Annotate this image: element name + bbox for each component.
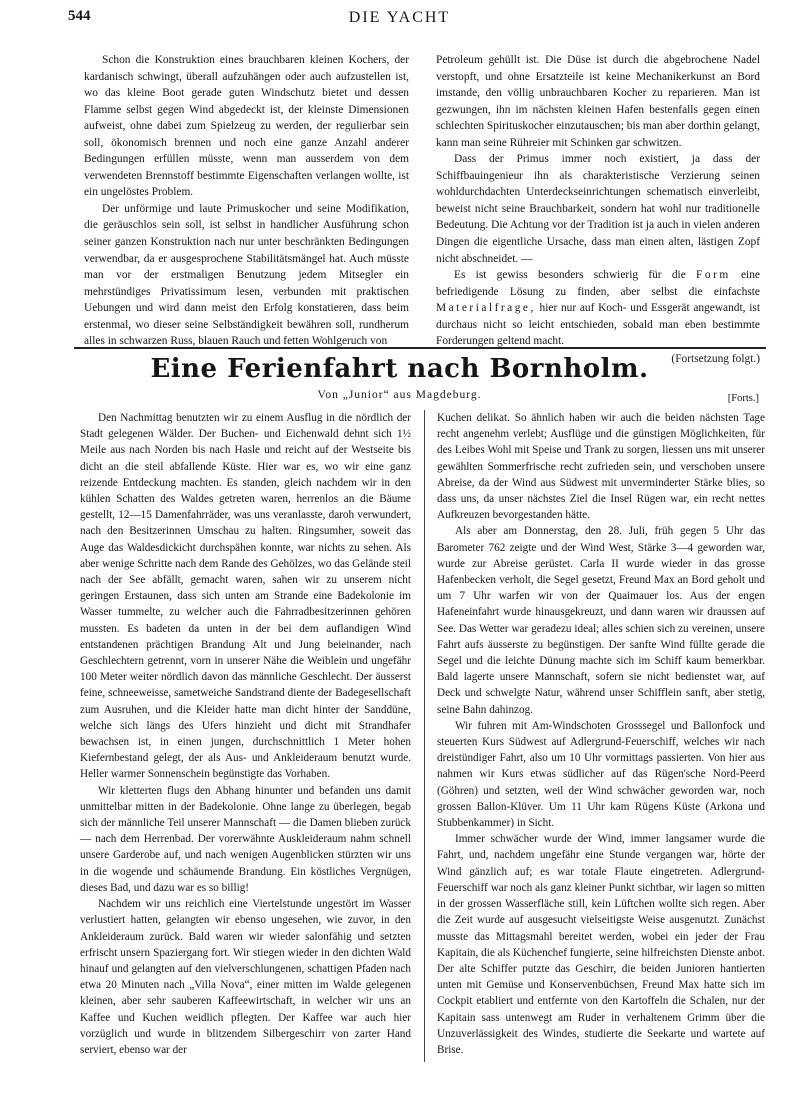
article-right-column [437,410,765,1058]
running-title: DIE YACHT [348,9,451,26]
paragraph: Wir kletterten flugs den Abhang hinunter und befanden uns damit unmittelbar mitten in der Badekolonie. Ohne lange zu überlegen, begab sich der männliche Teil unserer Mannschaft — die Damen blieben zurück — nach dem Herrenbad. Der vorerwähnte Auskleideraum nahm schnell unsere Garderobe auf, und nach wenigen Augenblicken stürzten wir uns in die wogende und schäumende Brandung. Ein köstliches Vergnügen, dieses Bad, und dazu war es so billig! [80,784,411,894]
article-byline: Von „Junior“ aus Magdeburg. [317,389,482,401]
paragraph [436,267,760,350]
page-number: 544 [68,8,91,24]
paragraph: Nachdem wir uns reichlich eine Viertelstunde ungestört im Wasser verlustiert hatten, gelangten wir ebenso ungesehen, wie zuvor, in den Ankleideraum zurück. Bald waren wir wieder salonfähig und setzten erfrischt unsern Spaziergang fort. Wir stiegen wieder in den dichten Wald hinauf und gelangten auf den vielverschlungenen, schattigen Pfaden nach etwa 20 Minuten nach „Villa Nova“, einer mitten im Walde gelegenen kleinen, aber sehr sauberen Kaffeewirtschaft, in welcher wir uns an Kaffee und Kuchen weidlich pflegten. Der Kaffee war auch hier vorzüglich und wurde in blitzendem Silbergeschirr von zarter Hand serviert, ebenso war der [80,898,411,1056]
article-title: Eine Ferienfahrt nach Bornholm. [150,354,649,384]
paragraph: Petroleum gehüllt ist. Die Düse ist durch die abgebrochene Nadel verstopft, und ohne Ersatzteile ist keine Mechanikerkunst an Bord imstande, den völlig unbrauchbaren Kocher zu reparieren. Man ist gezwungen, ihn im nächsten kleinen Hafen bestenfalls gegen einen schlechten Spirituskocher einzutauschen; bis man aber dorthin gelangt, kann man seine Rühreier mit Schinken gar schwitzen. [436,54,760,149]
text-run: eine befriedigende Lösung zu finden, aber selbst die einfachste [436,269,760,298]
column-divider [424,410,425,1062]
continued-marker: [Forts.] [727,393,759,404]
page-header [0,8,799,32]
paragraph: Kuchen delikat. So ähnlich haben wir auch die beiden nächsten Tage recht angenehm verlebt; Ausflüge und die günstigen Möglichkeiten, für des Leibes Wohl mit Speise und Trank zu sorgen, liessen uns mit unserer gewählten Sommerfrische recht zufrieden sein, und verschoben unsere Abreise, da der Wind aus Südwest mit unverminderter Stärke blies, so dass uns, da unser nächstes Ziel die Insel Rügen war, ein recht nettes Aufkreuzen bevorgestanden hätte. [437,412,765,522]
paragraph: Schon die Konstruktion eines brauchbaren kleinen Kochers, der kardanisch schwingt, überall aufzuhängen oder auch aufzustellen ist, wo das kleine Boot gerade guten Windschutz bietet und dessen Flamme selbst gegen Wind abgedeckt ist, der kleinste Dimensionen aufweist, ohne dabei zum Spielzeug zu werden, der regulierbar sein soll, ökonomisch brennen und noch eine ganze Anzahl anderer Bedingungen erfüllen müsste, wenn man ausserdem von dem verwendeten Brennstoff bestimmte Eigenschaften verlangen wollte, ist ein ungelöstes Problem. [84,54,409,199]
paragraph: Wir fuhren mit Am-Windschoten Grosssegel und Ballonfock und steuerten Kurs Südwest auf Adlergrund-Feuerschiff, welches wir nach dreistündiger Fahrt, also um 10 Uhr vormittags passierten. Von hier aus nahmen wir Kurs etwas südlicher auf das Rügen'sche Nord-Peerd (Göhren) und setzten, weil der Wind schwächer geworden war, noch grossen Ballon-Klüver. Um 11 Uhr kam Rügens Küste (Arkona und Stubbenkammer) in Sicht. [437,719,765,830]
spaced-word-form: Form [696,269,731,282]
section-divider [74,347,766,349]
paragraph: Der unförmige und laute Primuskocher und seine Modifikation, die geräuschlos sein soll, ist selbst in handlicher Ausführung schon seiner ganzen Konstruktion nach nur unter beschränkten Bedingungen verwendbar, da er ausgesprochene Stabilitätsmängel hat. Auch müsste man vor der erstmaligen Benutzung jedem Mitsegler ein mehrstündiges Privatissimum lesen, verbunden mit praktischen Uebungen und wird dann meist den Erfolg konstatieren, dass beim erstenmal, wo dieser seine Selbständigkeit bewähren soll, rundherum alles in schwarzen Russ, blauen Rauch und fetten Wohlgeruch von [84,202,409,348]
top-left-column [84,52,409,350]
article-left-column [80,410,411,1058]
paragraph: Dass der Primus immer noch existiert, ja dass der Schiffbauingenieur ihn als charakteristische Verzierung seinen wohldurchdachten Unterdeckseinrichtungen schematisch einverleibt, beweist nicht seine Brauchbarkeit, sondern hat wohl nur traditionelle Bedeutung. Die Achtung vor der Tradition ist ja auch in vielen anderen Dingen die eigentliche Ursache, dass man einen alten, lästigen Zopf nicht abschneidet. — [436,153,760,265]
top-right-column [436,52,760,367]
text-run: hier nur auf Koch- und Essgerät angewandt, ist durchaus nicht so leicht entschieden, sobald man eben bestimmte Forderungen geltend macht. [436,302,760,348]
text-run: Es ist gewiss besonders schwierig für die [454,269,686,282]
paragraph: Als aber am Donnerstag, den 28. Juli, früh gegen 5 Uhr das Barometer 762 zeigte und der Wind West, Stärke 3—4 geworden war, wurde zur Abreise gerüstet. Carla II wurde wieder in das grosse Hafenbecken verholt, die Segel gesetzt, Freund Max an Bord geholt und um 7 Uhr warfen wir von der Quaimauer los. Aus der engen Hafeneinfahrt wurde hinausgekreuzt, und dann waren wir draussen auf See. Das Wetter war geradezu ideal; alles schien sich zu vereinen, unsere Fahrt aufs äusserste zu begünstigen. Der sanfte Wind füllte gerade die Segel und die leichte Dünung machte sich im Schiff kaum bemerkbar. Bald lagerte unsere Mannschaft, sofern sie nicht bedienstet war, auf Deck und schwelgte Natur, während unser Schifflein sanft, aber stetig, seine Bahn dahinzog. [437,525,765,716]
spaced-word-materialfrage: Materialfrage, [436,302,536,315]
continuation-note: (Fortsetzung folgt.) [671,352,760,365]
paragraph: Immer schwächer wurde der Wind, immer langsamer wurde die Fahrt, und, nachdem ungefähr eine Stunde vergangen war, hörte der Wind gänzlich auf; es war totale Flaute eingetreten. Adlergrund-Feuerschiff war noch als ganz kleiner Punkt sichtbar, wir lagen so mitten in der grossen Wasserfläche still, kein Lüftchen wollte sich regen. Aber die Zeit wurde auf ausgesucht vielseitigste Weise ausgenutzt. Zunächst musste das Mittagsmahl bereitet werden, wobei ein jeder der Frau Kapitain, die als Küchenchef fungierte, seine hilfreichsten Dienste anbot. Der alte Schiffer putzte das Geschirr, die beiden Junioren hantierten unten mit Gemüse und Konservenbüchsen, Freund Max hatte sich im Cockpit etabliert und entfernte von den Kartoffeln die Schalen, nur der Kapitain sass untenwegt am Ruder in verhaltenem Grimm über die Unzuverlässigkeit des Windes, studierte die Seekarte und wartete auf Brise. [437,833,765,1056]
paragraph: Den Nachmittag benutzten wir zu einem Ausflug in die nördlich der Stadt gelegenen Wälder. Der Buchen- und Eichenwald dehnt sich 1½ Meile aus nach Norden bis nach Hasle und reicht auf der Westseite bis dicht an die steil abfallende Küste. Hier war es, wo wir eine ganz reizende Entdeckung machten. Es standen, gleich nachdem wir in den kühlen Schatten des Waldes getreten waren, herrenlos an die Bäume gestellt, 12—15 Damenfahrräder, was uns veranlasste, daroh verwundert, nach den Besitzerinnen Umschau zu halten. Ringsumher, soweit das Auge das Waldesdickicht durchspähen konnte, war nichts zu sehen. Als aber wenige Schritte nach dem Rande des Gehölzes, wo das Gelände steil nach der See abfällt, gemacht waren, sahen wir zu unserem nicht geringen Erstaunen, dass sich unten am Strande eine Badekolonie im Wasser tummelte, zu welcher auch die Fahrradbesitzerinnen gehören mussten. Es badeten da unten in der bei dem auflandigen Wind entstandenen prächtigen Brandung Alt und Jung beieinander, nach Geschlechtern getrennt, vorn in unserer Nähe die Weiblein und ungefähr 100 Meter weiter nördlich davon das männliche Geschlecht. Der äusserst feine, schneeweisse, sametweiche Sandstrand diente der Badegesellschaft zum Ausruhen, und die Kleider hatte man dicht hinter der Sanddüne, welche sich längs des Ufers hinzieht und dicht mit Strandhafer bewachsen ist, in einen jungen, durchschnittlich 1 Meter hohen Kiefernbestand gelegt, der als Aus- und Ankleideraum benutzt wurde. Heller warmer Sonnenschein begünstigte das Vorhaben. [80,412,411,781]
